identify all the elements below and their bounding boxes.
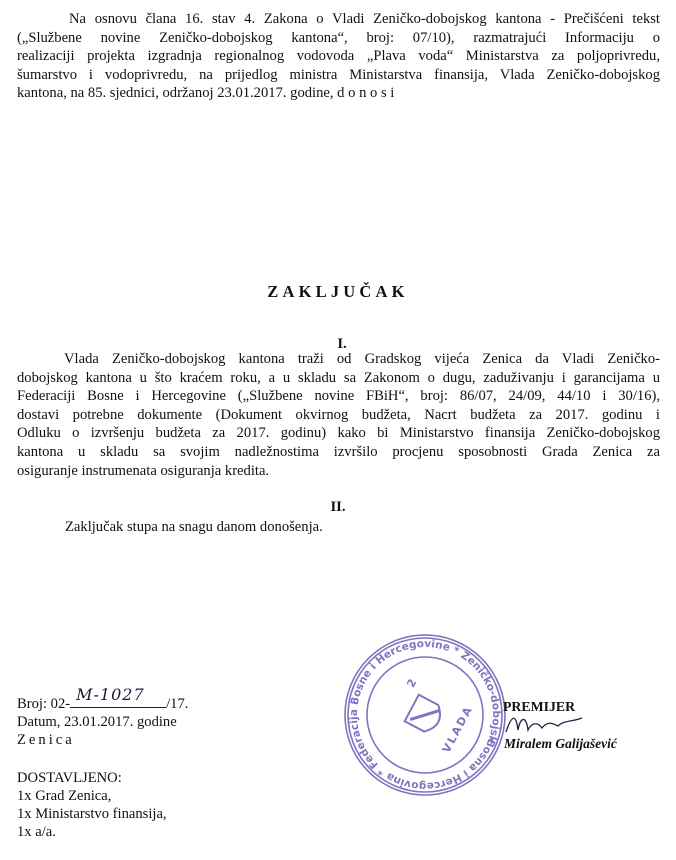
section-1-line: dobojskog kantona u što kraćem roku, a u skladu sa Zakonom o dugu, zaduživanju i garancijama u <box>17 369 660 386</box>
intro-line: realizaciji projekta izgradnja regionalnog vodovoda „Plava voda“ Ministarstva za poljoprivredu, <box>17 48 660 65</box>
signatory-title: PREMIJER <box>503 699 576 714</box>
stamp-number: 2 <box>404 676 420 690</box>
section-2-body: Zaključak stupa na snagu danom donošenja. <box>65 519 323 535</box>
delivery-item: 1x a/a. <box>17 824 56 840</box>
document-number <box>17 685 189 713</box>
section-2-heading: II. <box>330 499 346 515</box>
document-title: ZAKLJUČAK <box>267 282 409 301</box>
section-1-line: Odluku o izvršenju budžeta za 2017. godinu) kako bi Ministarstvo finansija Zeničko-dobojskog <box>17 425 660 442</box>
section-1-body <box>17 350 660 480</box>
intro-line: Na osnovu člana 16. stav 4. Zakona o Vladi Zeničko-dobojskog kantona - Prečišćeni tekst <box>69 11 660 27</box>
intro-paragraph <box>17 10 660 103</box>
stamp-center-text: VLADA <box>439 703 476 756</box>
document-place: Zenica <box>17 732 75 748</box>
intro-line: („Službene novine Zeničko-dobojskog kantona“, broj: 07/10), razmatrajući Informaciju o <box>17 29 660 46</box>
official-stamp <box>340 630 510 800</box>
section-1-line: kantona u skladu sa svojim nadležnostima izvršilo procjenu sposobnosti Grada Zenica za <box>17 443 660 460</box>
delivery-item: 1x Grad Zenica, <box>17 788 112 804</box>
broj-handwritten: M-1027 <box>76 685 145 704</box>
broj-handwritten-field <box>70 685 166 708</box>
section-1-line: dostavi potrebne dokumente (Dokument okvirnog budžeta, Nacrt budžeta za 2017. godinu i <box>17 406 660 423</box>
section-1-line: Federaciji Bosne i Hercegovine („Službene novine FBiH“, broj: 86/07, 24/09, 44/10 i 30/16), <box>17 388 660 405</box>
intro-line: šumarstvo i vodoprivredu, na prijedlog ministra Ministarstva finansija, Vlada Zeničko-dobojskog <box>17 66 660 83</box>
delivery-item: 1x Ministarstvo finansija, <box>17 806 167 822</box>
section-1-heading: I. <box>337 336 347 352</box>
delivery-label: DOSTAVLJENO: <box>17 770 122 786</box>
intro-line: kantona, na 85. sjednici, održanoj 23.01.2017. godine, d o n o s i <box>17 85 395 102</box>
section-1-line: osiguranje instrumenata osiguranja kredita. <box>17 462 270 479</box>
broj-prefix: Broj: 02- <box>17 696 71 712</box>
broj-suffix: /17. <box>166 696 189 712</box>
signatory-name: Miralem Galijašević <box>504 736 617 751</box>
section-1-line: Vlada Zeničko-dobojskog kantona traži od Gradskog vijeća Zenica da Vladi Zeničko- <box>64 351 660 367</box>
stamp-ring-text: Bosna i Hercegovina * Federacija Bosne i Hercegovine * Zeničko-dobojski <box>347 637 503 793</box>
document-date: Datum, 23.01.2017. godine <box>17 714 177 730</box>
delivery-list <box>17 769 167 841</box>
